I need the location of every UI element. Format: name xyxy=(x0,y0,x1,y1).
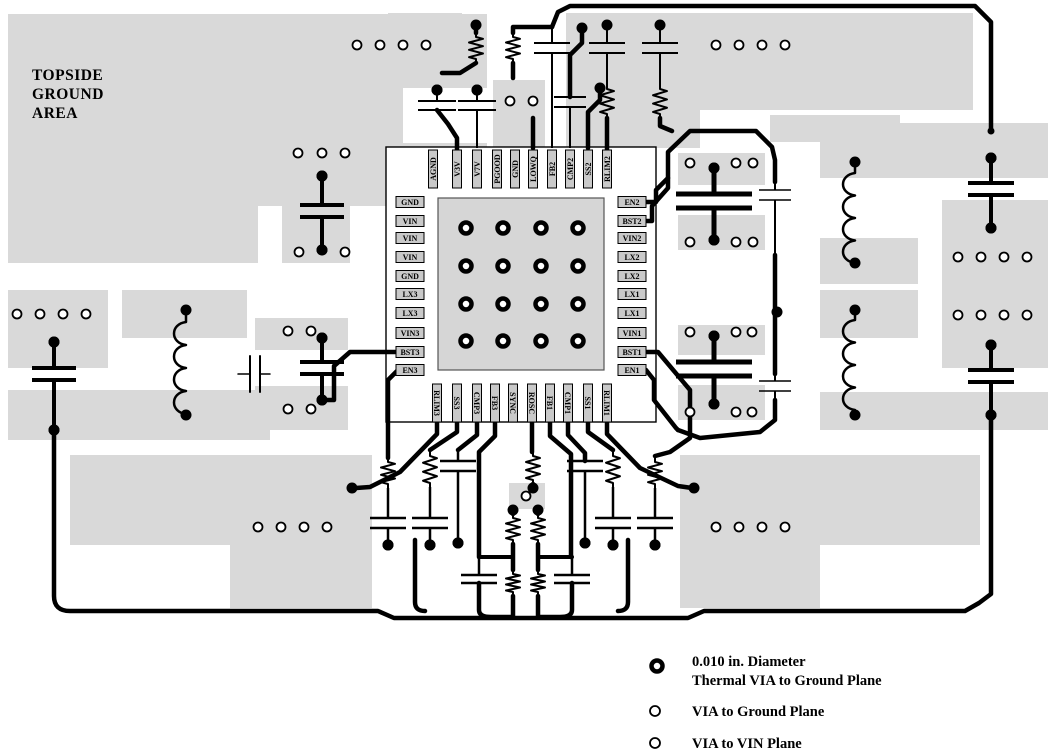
via xyxy=(686,238,695,247)
capacitor-symbol xyxy=(554,557,590,612)
via xyxy=(781,523,790,532)
thermal-via xyxy=(498,223,509,234)
via xyxy=(1023,311,1032,320)
pin-gnd xyxy=(396,197,424,208)
pin-vin xyxy=(396,233,424,244)
junction-dot xyxy=(472,85,483,96)
via xyxy=(300,523,309,532)
pin-vin2 xyxy=(618,233,646,244)
junction-dot xyxy=(709,235,720,246)
pin-label: CMP2 xyxy=(566,157,575,181)
thermal-via xyxy=(536,223,547,234)
pin-label: GND xyxy=(401,198,419,207)
thermal-via xyxy=(498,261,509,272)
pin-label: VIN1 xyxy=(622,329,642,338)
pin-lx2 xyxy=(618,252,646,263)
junction-dot xyxy=(709,399,720,410)
thermal-via xyxy=(498,299,509,310)
via xyxy=(422,41,431,50)
via xyxy=(341,149,350,158)
pin-rosc xyxy=(527,384,537,422)
pin-label: BST2 xyxy=(622,217,642,226)
pin-label: SS2 xyxy=(584,162,593,176)
junction-dot xyxy=(317,245,328,256)
junction-dot xyxy=(383,540,394,551)
via xyxy=(284,327,293,336)
pin-fb3 xyxy=(490,384,500,422)
legend-label: 0.010 in. Diameter xyxy=(692,654,806,670)
via xyxy=(353,41,362,50)
junction-dot xyxy=(577,23,588,34)
via xyxy=(758,41,767,50)
resistor-symbol xyxy=(506,570,520,596)
pin-lx1 xyxy=(618,289,646,300)
junction-dot xyxy=(432,85,443,96)
via xyxy=(686,328,695,337)
via xyxy=(977,253,986,262)
junction-dot xyxy=(528,483,539,494)
pin-label: LX3 xyxy=(402,309,418,318)
thermal-via xyxy=(573,336,584,347)
via xyxy=(82,310,91,319)
junction-dot xyxy=(580,538,591,549)
pin-label: BST3 xyxy=(400,348,420,357)
thermal-via xyxy=(461,336,472,347)
via xyxy=(1000,253,1009,262)
via xyxy=(954,311,963,320)
pin-label: FB3 xyxy=(490,395,499,411)
pin-cmp1 xyxy=(563,384,573,422)
junction-dot xyxy=(317,171,328,182)
junction-dot xyxy=(655,20,666,31)
via xyxy=(712,523,721,532)
junction-dot xyxy=(772,307,783,318)
pin-label: FB1 xyxy=(545,395,554,411)
pin-label: RLIM3 xyxy=(432,390,441,416)
pin-cmp3 xyxy=(472,384,482,422)
thermal-via xyxy=(536,261,547,272)
thermal-via-legend-icon xyxy=(652,661,663,672)
resistor-symbol xyxy=(423,452,437,487)
pin-rlim2 xyxy=(603,150,613,188)
via xyxy=(732,238,741,247)
pin-agnd xyxy=(429,150,439,188)
via xyxy=(712,41,721,50)
pin-ss3 xyxy=(452,384,462,422)
pin-lowq xyxy=(529,150,539,188)
junction-dot xyxy=(602,20,613,31)
pin-label: SS1 xyxy=(583,396,592,410)
via xyxy=(732,408,741,417)
ground-via-legend-icon xyxy=(650,706,660,716)
pin-pgood xyxy=(493,150,503,188)
via xyxy=(686,408,695,417)
thermal-via xyxy=(573,299,584,310)
thermal-via xyxy=(536,336,547,347)
pin-ss1 xyxy=(583,384,593,422)
resistor-symbol xyxy=(381,458,395,488)
junction-dot xyxy=(986,410,997,421)
junction-dot xyxy=(49,337,60,348)
pin-label: BST1 xyxy=(622,348,642,357)
via xyxy=(735,41,744,50)
junction-dot xyxy=(595,83,606,94)
pin-vin1 xyxy=(618,328,646,339)
thermal-via xyxy=(461,299,472,310)
pin-label: PGOOD xyxy=(493,154,502,184)
pin-label: RLIM1 xyxy=(602,390,611,416)
via xyxy=(307,327,316,336)
title-line: GROUND xyxy=(32,86,104,103)
via xyxy=(318,149,327,158)
pin-label: V7V xyxy=(473,161,482,177)
via xyxy=(954,253,963,262)
pin-lx3 xyxy=(396,289,424,300)
pin-fb1 xyxy=(545,384,555,422)
via xyxy=(294,149,303,158)
pin-label: VIN xyxy=(402,217,418,226)
thermal-via xyxy=(498,336,509,347)
pin-label: FB2 xyxy=(548,161,557,177)
via xyxy=(277,523,286,532)
junction-dot xyxy=(49,425,60,436)
thermal-via xyxy=(536,299,547,310)
pin-en3 xyxy=(396,365,424,376)
title-line: AREA xyxy=(32,105,78,122)
resistor-symbol xyxy=(506,33,520,63)
via xyxy=(529,97,538,106)
via xyxy=(254,523,263,532)
via xyxy=(732,328,741,337)
pin-label: LX2 xyxy=(624,253,640,262)
junction-dot xyxy=(508,505,519,516)
pin-label: V3V xyxy=(453,161,462,177)
pin-label: RLIM2 xyxy=(603,156,612,182)
pin-label: LX1 xyxy=(624,309,640,318)
via xyxy=(749,159,758,168)
junction-dot xyxy=(988,128,995,135)
pin-label: GND xyxy=(511,160,520,178)
pin-vin3 xyxy=(396,328,424,339)
thermal-via xyxy=(573,261,584,272)
pin-label: SYNC xyxy=(508,392,517,414)
pin-label: ROSC xyxy=(527,391,536,415)
pin-gnd xyxy=(511,150,521,188)
pin-label: AGND xyxy=(429,157,438,181)
legend-label: VIA to Ground Plane xyxy=(692,704,825,720)
via xyxy=(686,159,695,168)
via xyxy=(758,523,767,532)
via xyxy=(59,310,68,319)
via xyxy=(735,523,744,532)
junction-dot xyxy=(317,395,328,406)
junction-dot xyxy=(425,540,436,551)
via xyxy=(732,159,741,168)
pin-vin xyxy=(396,216,424,227)
junction-dot xyxy=(986,153,997,164)
via xyxy=(341,248,350,257)
pin-label: LX3 xyxy=(402,290,418,299)
via xyxy=(295,248,304,257)
via xyxy=(307,405,316,414)
junction-dot xyxy=(471,20,482,31)
capacitor-symbol xyxy=(440,450,476,549)
pin-ss2 xyxy=(584,150,594,188)
via xyxy=(323,523,332,532)
vin-via-legend-icon xyxy=(650,738,660,748)
pin-bst2 xyxy=(618,216,646,227)
pin-v7v xyxy=(473,150,483,188)
junction-dot xyxy=(533,505,544,516)
pin-label: SS3 xyxy=(452,396,461,410)
junction-dot xyxy=(608,540,619,551)
junction-dot xyxy=(453,538,464,549)
junction-dot xyxy=(317,333,328,344)
thermal-via xyxy=(461,261,472,272)
pin-label: VIN2 xyxy=(622,234,642,243)
pin-label: GND xyxy=(401,272,419,281)
resistor-symbol xyxy=(531,514,545,544)
pin-label: LOWQ xyxy=(529,156,538,182)
legend xyxy=(650,654,882,752)
junction-dot xyxy=(709,163,720,174)
pin-rlim3 xyxy=(432,384,442,422)
via xyxy=(1023,253,1032,262)
via xyxy=(748,328,757,337)
via xyxy=(13,310,22,319)
junction-dot xyxy=(689,483,700,494)
pin-label: VIN xyxy=(402,253,418,262)
via xyxy=(399,41,408,50)
pin-bst1 xyxy=(618,347,646,358)
pin-lx3 xyxy=(396,308,424,319)
via xyxy=(522,492,531,501)
resistor-symbol xyxy=(531,570,545,596)
junction-dot xyxy=(347,483,358,494)
via xyxy=(748,408,757,417)
pin-en2 xyxy=(618,197,646,208)
pin-lx1 xyxy=(618,308,646,319)
via xyxy=(376,41,385,50)
pin-rlim1 xyxy=(602,384,612,422)
junction-dot xyxy=(986,340,997,351)
resistor-symbol xyxy=(506,514,520,544)
via xyxy=(977,311,986,320)
resistor-symbol xyxy=(606,452,620,487)
pin-label: EN2 xyxy=(624,198,640,207)
pin-label: EN3 xyxy=(402,366,418,375)
pin-label: LX1 xyxy=(624,290,640,299)
legend-label: VIA to VIN Plane xyxy=(692,736,802,752)
pin-v3v xyxy=(453,150,463,188)
via xyxy=(1000,311,1009,320)
pin-sync xyxy=(508,384,518,422)
pin-gnd xyxy=(396,271,424,282)
pin-label: EN1 xyxy=(624,366,640,375)
resistor-symbol xyxy=(526,452,540,484)
pin-cmp2 xyxy=(566,150,576,188)
pin-label: CMP3 xyxy=(472,391,481,415)
junction-dot xyxy=(650,540,661,551)
via xyxy=(506,97,515,106)
pin-vin xyxy=(396,252,424,263)
thermal-via xyxy=(461,223,472,234)
pin-label: VIN xyxy=(402,234,418,243)
pin-label: VIN3 xyxy=(400,329,420,338)
via xyxy=(749,238,758,247)
capacitor-symbol xyxy=(461,557,497,612)
junction-dot xyxy=(709,331,720,342)
pin-fb2 xyxy=(548,150,558,188)
pin-label: LX2 xyxy=(624,272,640,281)
thermal-via xyxy=(573,223,584,234)
title-line: TOPSIDE xyxy=(32,67,104,84)
junction-dot xyxy=(986,223,997,234)
pin-bst3 xyxy=(396,347,424,358)
pin-label: CMP1 xyxy=(563,391,572,415)
via xyxy=(781,41,790,50)
via xyxy=(36,310,45,319)
via xyxy=(284,405,293,414)
legend-label: Thermal VIA to Ground Plane xyxy=(692,673,882,689)
pin-en1 xyxy=(618,365,646,376)
pin-lx2 xyxy=(618,271,646,282)
